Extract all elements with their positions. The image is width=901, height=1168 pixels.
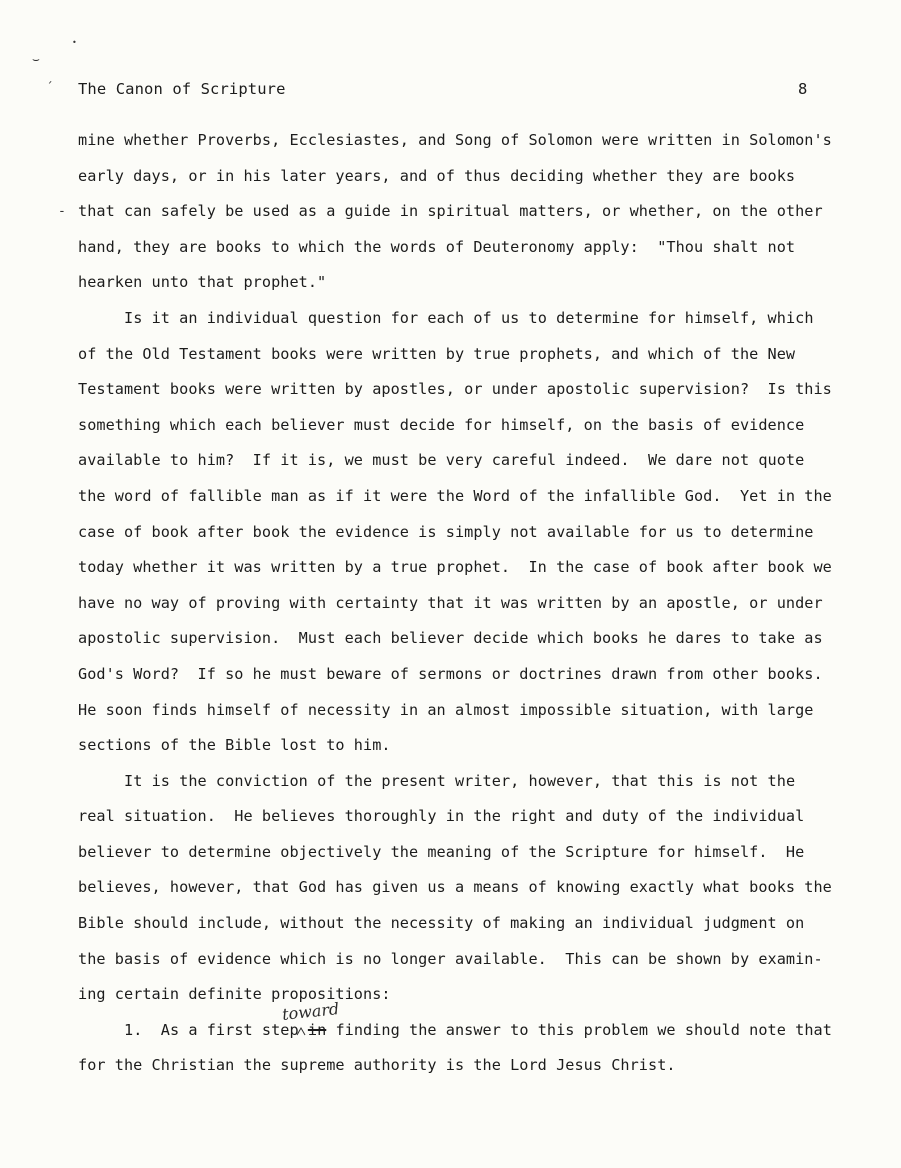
body-text	[78, 126, 832, 1087]
text-line: God's Word? If so he must beware of sermons or doctrines drawn from other books.	[78, 664, 823, 683]
page-number: 8	[798, 80, 808, 98]
text-line: today whether it was written by a true prophet. In the case of book after book we	[78, 558, 832, 577]
text-line: mine whether Proverbs, Ecclesiastes, and Song of Solomon were written in Solomon's	[78, 131, 832, 149]
text-line: for the Christian the supreme authority is the Lord Jesus Christ.	[78, 1056, 676, 1075]
struck-word: in	[307, 1020, 327, 1039]
text-line: available to him? If it is, we must be very careful indeed. We dare not quote	[78, 451, 805, 470]
text-line: hand, they are books to which the words of Deuteronomy apply: "Thou shalt not	[78, 237, 796, 256]
text-line: It is the conviction of the present writer, however, that this is not the	[124, 771, 796, 790]
text-line: early days, or in his later years, and of thus deciding whether they are books	[78, 166, 796, 185]
point-text-after: finding the answer to this problem we should note that	[326, 1020, 832, 1039]
text-line: that can safely be used as a guide in spiritual matters, or whether, on the other	[78, 202, 823, 221]
text-line: case of book after book the evidence is simply not available for us to determine	[78, 522, 814, 541]
text-line: of the Old Testament books were written by true prophets, and which of the New	[78, 344, 796, 363]
text-line: the basis of evidence which is no longer available. This can be shown by examin-	[78, 949, 823, 968]
text-line: sections of the Bible lost to him.	[78, 736, 391, 755]
text-line: Bible should include, without the necessity of making an individual judgment on	[78, 914, 805, 933]
text-line: He soon finds himself of necessity in an almost impossible situation, with large	[78, 700, 814, 719]
text-line: Testament books were written by apostles, or under apostolic supervision? Is this	[78, 380, 832, 399]
scan-mark: •	[72, 38, 77, 47]
text-line: have no way of proving with certainty that it was written by an apostle, or under	[78, 593, 823, 612]
text-line: something which each believer must decide for himself, on the basis of evidence	[78, 415, 805, 434]
running-header-title: The Canon of Scripture	[78, 80, 286, 98]
text-line: real situation. He believes thoroughly in the right and duty of the individual	[78, 807, 805, 826]
text-line: Is it an individual question for each of us to determine for himself, which	[124, 308, 814, 327]
insertion-caret-icon	[296, 1026, 306, 1036]
scan-mark: -	[58, 204, 66, 219]
text-line: believer to determine objectively the meaning of the Scripture for himself. He	[78, 842, 805, 861]
text-line: hearken unto that prophet."	[78, 273, 327, 292]
numbered-point-line	[78, 1016, 832, 1052]
text-line: ing certain definite propositions:	[78, 985, 391, 1004]
scan-mark: ⌣	[32, 52, 40, 66]
handwritten-insertion: toward	[281, 999, 341, 1024]
text-line: apostolic supervision. Must each believer decide which books he dares to take as	[78, 629, 823, 648]
text-line: the word of fallible man as if it were the Word of the infallible God. Yet in the	[78, 486, 832, 505]
point-text-before: 1. As a first step	[124, 1020, 308, 1039]
text-line: believes, however, that God has given us a means of knowing exactly what books the	[78, 878, 832, 897]
scan-mark: ´	[46, 80, 54, 94]
